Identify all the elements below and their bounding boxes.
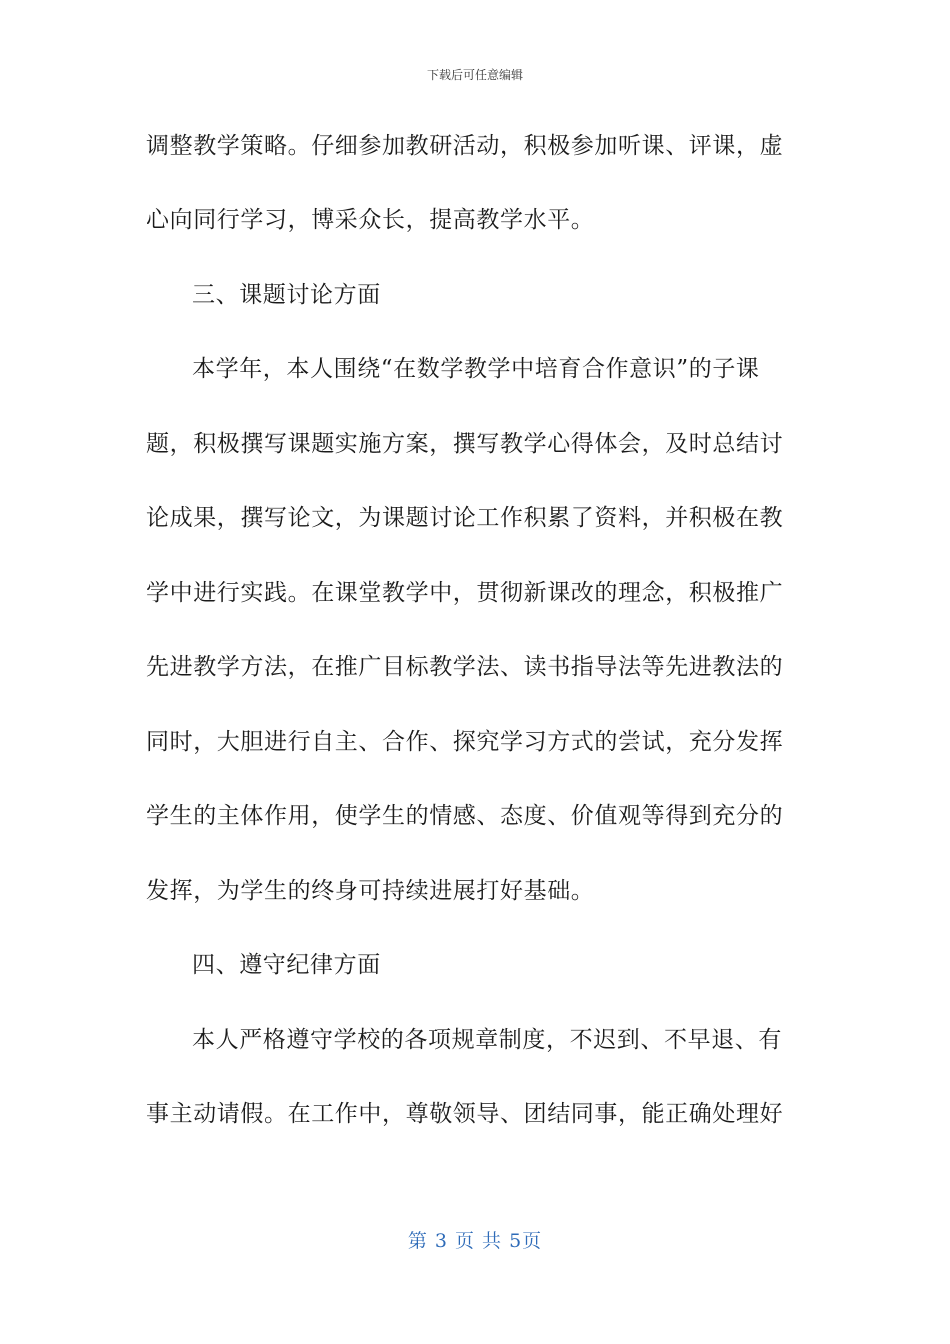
header-note: 下载后可任意编辑 [426,68,523,82]
text-line: 同时，大胆进行自主、合作、探究学习方式的尝试，充分发挥 [146,729,784,755]
text-line: 心向同行学习，博采众长，提高教学水平。 [146,207,595,233]
text-line: 发挥，为学生的终身可持续进展打好基础。 [146,878,595,904]
text-line: 题，积极撰写课题实施方案，撰写教学心得体会，及时总结讨 [146,431,784,457]
text-line: 调整教学策略。仔细参加教研活动，积极参加听课、评课，虚 [146,133,784,159]
page-number: 第 3 页 共 5页 [407,1230,543,1252]
text-line: 本学年，本人围绕“在数学教学中培育合作意识”的子课 [192,356,760,382]
text-line: 论成果，撰写论文，为课题讨论工作积累了资料，并积极在教 [146,505,784,531]
text-line: 事主动请假。在工作中，尊敬领导、团结同事，能正确处理好 [146,1101,784,1127]
section-heading-research: 三、课题讨论方面 [192,282,381,308]
text-line: 先进教学方法，在推广目标教学法、读书指导法等先进教法的 [146,654,784,680]
text-line: 学生的主体作用，使学生的情感、态度、价值观等得到充分的 [146,803,784,829]
text-line: 本人严格遵守学校的各项规章制度，不迟到、不早退、有 [192,1027,782,1053]
section-heading-discipline: 四、遵守纪律方面 [192,952,381,978]
text-line: 学中进行实践。在课堂教学中，贯彻新课改的理念，积极推广 [146,580,784,606]
